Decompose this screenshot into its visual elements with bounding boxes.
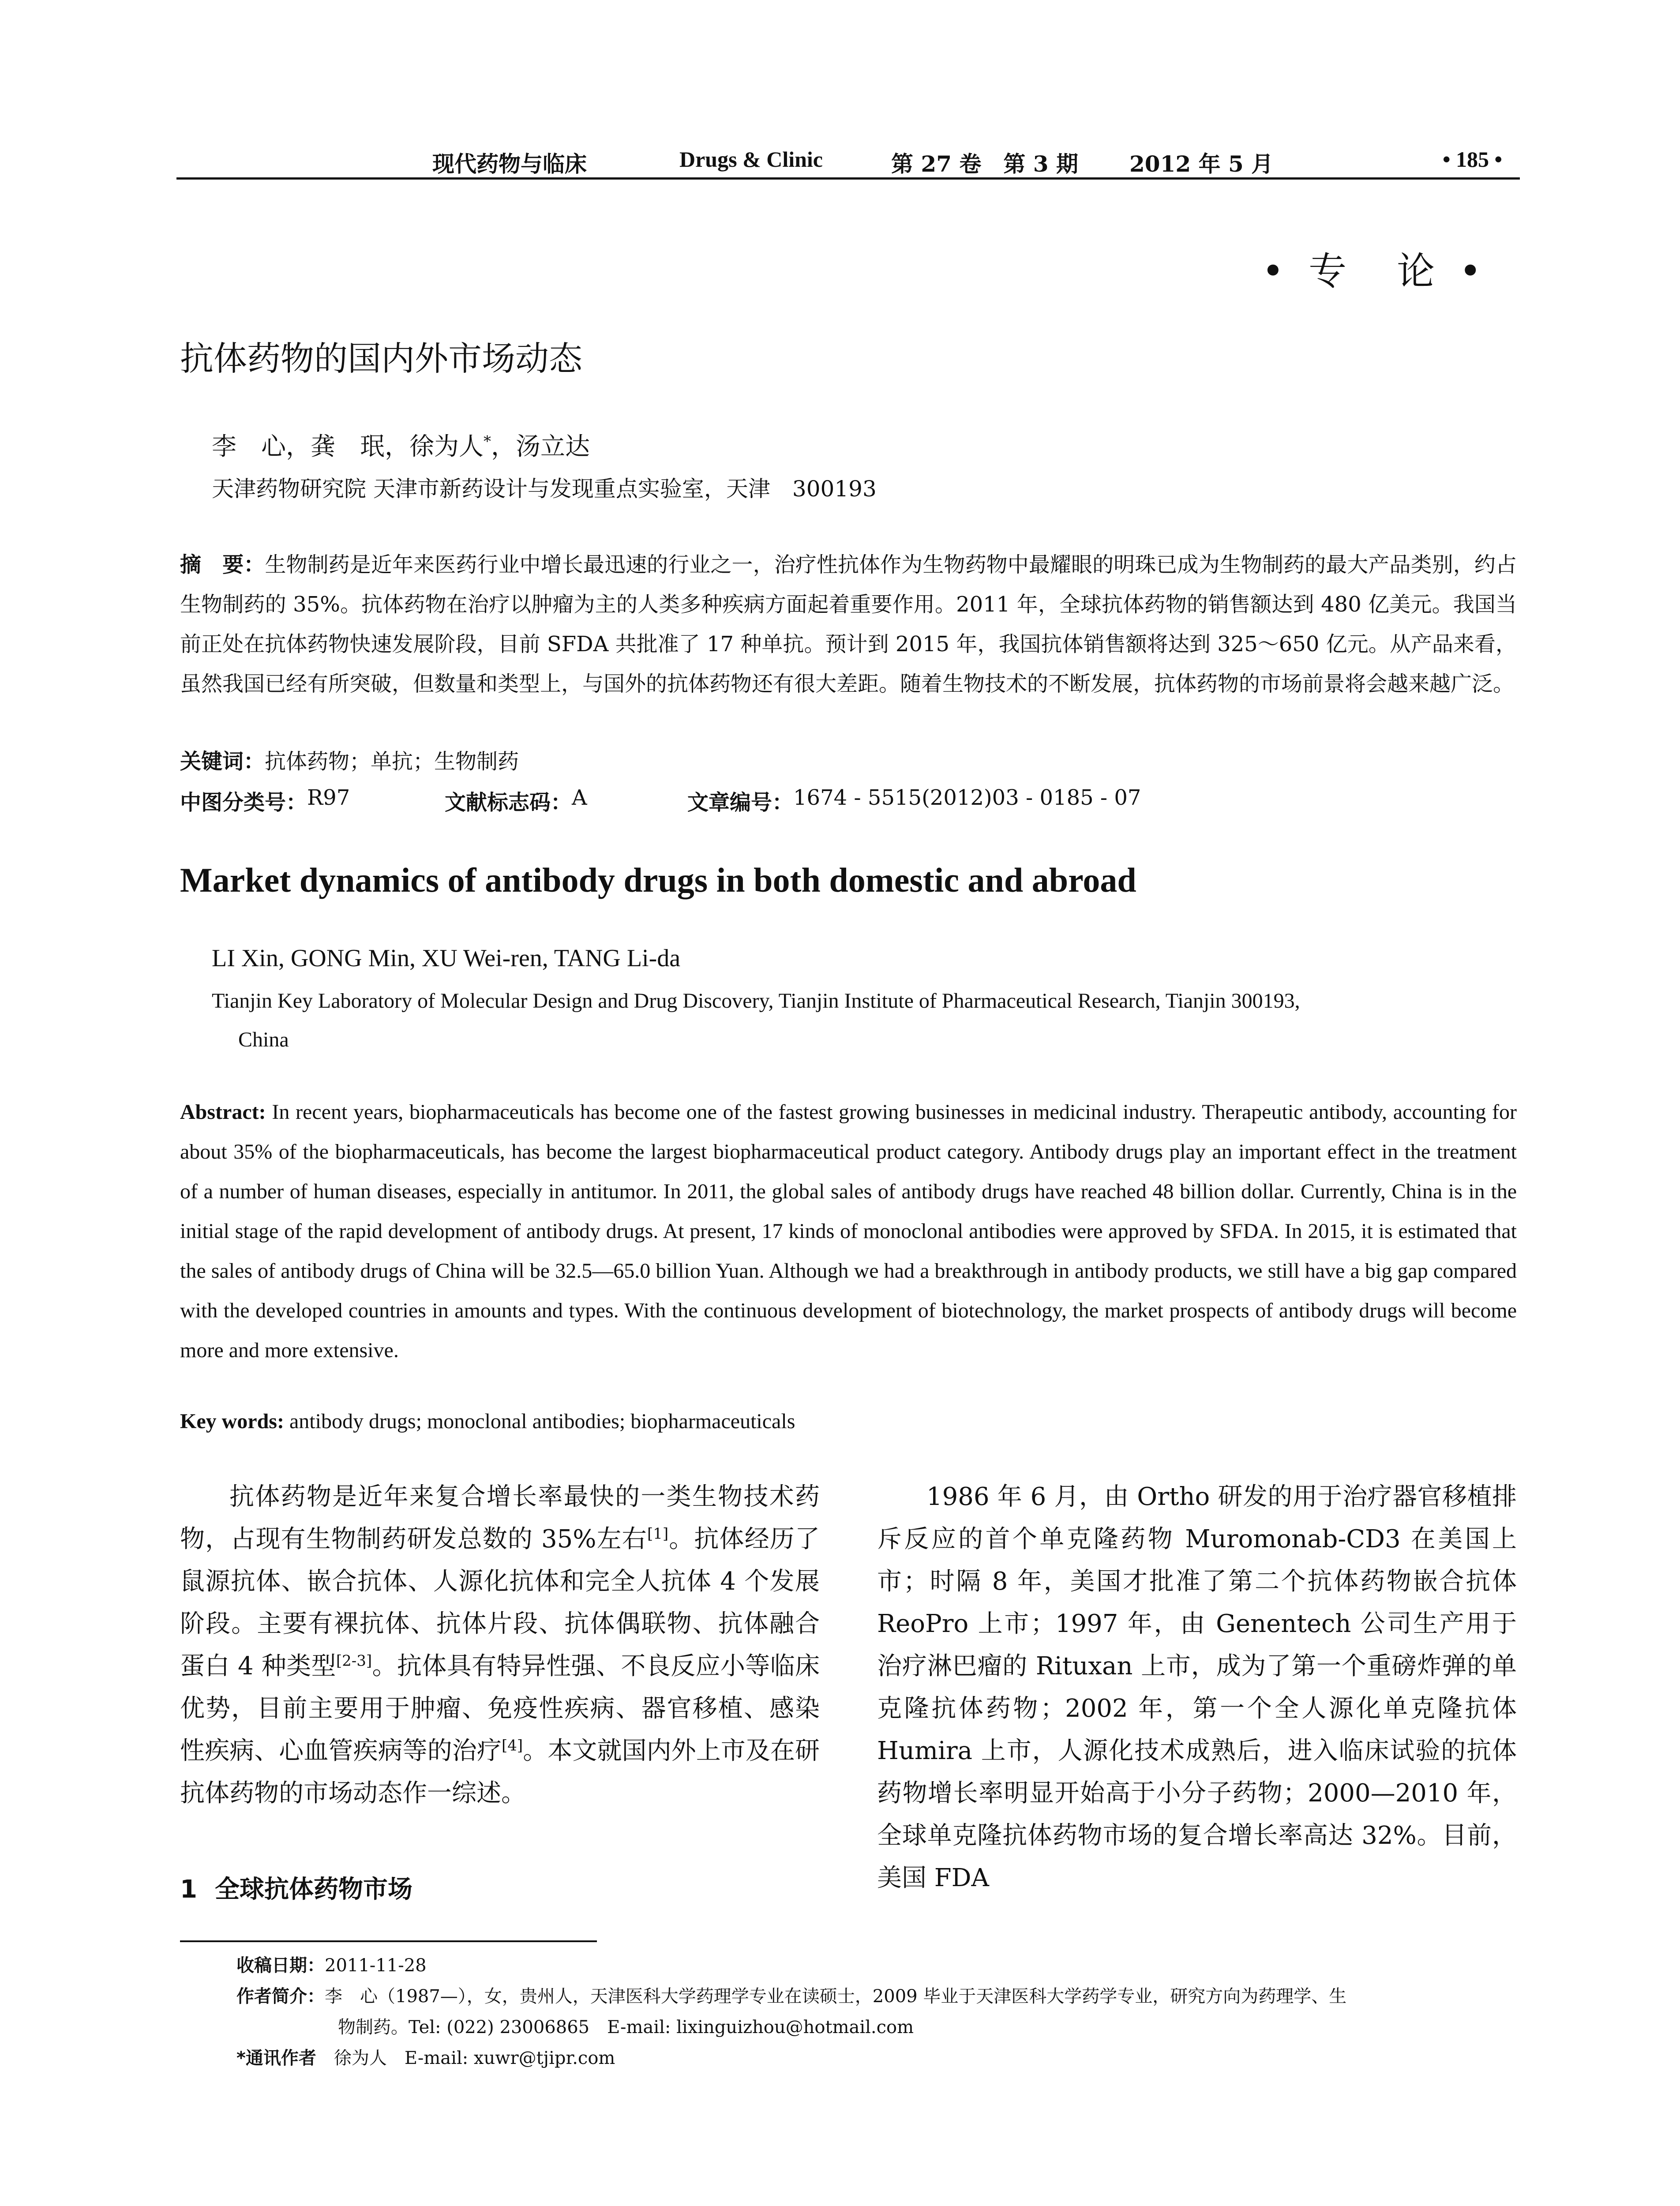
body-paragraph xyxy=(180,1476,820,1815)
footnote-corresponding xyxy=(236,2043,1516,2074)
cn-classification-line xyxy=(180,785,1517,821)
cn-class-value: R97 xyxy=(307,785,350,810)
cn-doc-code xyxy=(445,785,587,816)
author-bio-line2: 物制药。Tel: (022) 23006865 E-mail: lixinguizhou@hotmail.com xyxy=(338,2017,914,2037)
cn-doc-code-label: 文献标志码： xyxy=(445,790,572,815)
cn-article-no-value: 1674 - 5515(2012)03 - 0185 - 07 xyxy=(793,785,1141,810)
body-column-left xyxy=(180,1476,820,1815)
received-date: 2011-11-28 xyxy=(325,1955,427,1976)
body-text: 。本文就国内外上市及在研抗体药物的市场动态作一综述。 xyxy=(180,1737,820,1808)
en-authors: LI Xin, GONG Min, XU Wei-ren, TANG Li-da xyxy=(212,945,681,972)
cn-authors xyxy=(212,427,590,462)
cn-authors-main: 李 心，龚 珉，徐为人 xyxy=(212,432,484,461)
section-number: 1 xyxy=(180,1875,197,1904)
en-keywords-text: antibody drugs; monoclonal antibodies; biopharmaceuticals xyxy=(289,1410,795,1433)
volume-issue: 第 27 卷 第 3 期 xyxy=(891,151,1078,177)
corresponding-label: *通讯作者 xyxy=(236,2048,316,2068)
en-keywords-label: Key words: xyxy=(180,1410,284,1433)
cn-keywords-label: 关键词： xyxy=(180,749,265,774)
en-affiliation-line1: Tianjin Key Laboratory of Molecular Design and Drug Discovery, Tianjin Institute of Pharmaceutical Research, Tianjin 300193, xyxy=(212,989,1300,1013)
section-tag: • 专 论 • xyxy=(1262,249,1488,293)
journal-title-en: Drugs & Clinic xyxy=(679,147,823,172)
footnote-received xyxy=(236,1950,1516,1981)
cn-abstract-text: 生物制药是近年来医药行业中增长最迅速的行业之一，治疗性抗体作为生物药物中最耀眼的明珠已成为生物制药的最大产品类别，约占生物制药的 35%。抗体药物在治疗以肿瘤为主的人类多种疾病方面起着重要作用。2011 年，全球抗体药物的销售额达到 480 亿美元。我国当前正处在抗体药物快速发展阶段，目前 SFDA 共批准了 17 种单抗。预计到 2015 年，我国抗体销售额将达到 325～650 亿元。从产品来看，虽然我国已经有所突破，但数量和类型上，与国外的抗体药物还有很大差距。随着生物技术的不断发展，抗体药物的市场前景将会越来越广泛。 xyxy=(180,552,1517,696)
footnote-author-bio xyxy=(236,1981,1516,2012)
page-number: • 185 • xyxy=(1443,147,1503,172)
en-abstract xyxy=(180,1092,1517,1370)
corresponding-mark: * xyxy=(484,432,491,450)
cn-article-number xyxy=(687,785,1141,816)
cn-doc-code-value: A xyxy=(572,785,587,810)
cn-affiliation: 天津药物研究院 天津市新药设计与发现重点实验室，天津 300193 xyxy=(212,476,877,502)
cn-keywords xyxy=(180,744,519,775)
cn-abstract-label: 摘 要： xyxy=(180,552,265,577)
en-keywords xyxy=(180,1409,795,1433)
en-affiliation xyxy=(212,982,1518,1059)
en-title: Market dynamics of antibody drugs in both domestic and abroad xyxy=(180,861,1136,899)
cn-class-number xyxy=(180,785,350,816)
body-text: 。抗体经历了鼠源抗体、嵌合抗体、人源化抗体和完全人抗体 4 个发展阶段。主要有裸抗体、抗体片段、抗体偶联物、抗体融合蛋白 4 种类型 xyxy=(180,1525,820,1681)
header-rule xyxy=(176,177,1520,180)
author-bio-line1: 李 心（1987—），女，贵州人，天津医科大学药理学专业在读硕士，2009 毕业于天津医科大学药学专业，研究方向为药理学、生 xyxy=(325,1986,1347,2007)
cn-abstract xyxy=(180,545,1517,704)
body-text: 。抗体具有特异性强、不良反应小等临床优势，目前主要用于肿瘤、免疫性疾病、器官移植、感染性疾病、心血管疾病等的治疗 xyxy=(180,1652,820,1765)
en-abstract-label: Abstract: xyxy=(180,1100,266,1124)
received-label: 收稿日期： xyxy=(236,1955,325,1976)
cn-class-label: 中图分类号： xyxy=(180,790,308,815)
en-affiliation-line2: China xyxy=(238,1028,289,1051)
cn-title: 抗体药物的国内外市场动态 xyxy=(180,339,582,378)
issue-date: 2012 年 5 月 xyxy=(1129,151,1274,177)
footnotes xyxy=(236,1950,1516,2074)
body-paragraph: 1986 年 6 月，由 Ortho 研发的用于治疗器官移植排斥反应的首个单克隆药物 Muromonab-CD3 在美国上市；时隔 8 年，美国才批准了第二个抗体药物嵌合抗体 ReoPro 上市；1997 年，由 Genentech 公司生产用于治疗淋巴瘤的 Rituxan 上市，成为了第一个重磅炸弹的单克隆抗体药物；2002 年，第一个全人源化单克隆抗体 Humira 上市，人源化技术成熟后，进入临床试验的抗体药物增长率明显开始高于小分子药物；2000—2010 年，全球单克隆抗体药物市场的复合增长率高达 32%。目前，美国 FDA xyxy=(877,1482,1517,1892)
corresponding-text: 徐为人 E-mail: xuwr@tjipr.com xyxy=(334,2048,615,2068)
section-title: 全球抗体药物市场 xyxy=(214,1875,412,1904)
citation-ref[interactable]: [1] xyxy=(647,1525,669,1543)
en-abstract-text: In recent years, biopharmaceuticals has become one of the fastest growing businesses in medicinal industry. Therapeutic antibody, accounting for about 35% of the biopharmaceuticals, has become the largest biopharmaceutical product category. Antibody drugs play an important effect in the treatment of a number of human diseases, especially in antitumor. In 2011, the global sales of antibody drugs have reached 48 billion dollar. Currently, China is in the initial stage of the rapid development of antibody drugs. At present, 17 kinds of monoclonal antibodies were approved by SFDA. In 2015, it is estimated that the sales of antibody drugs of China will be 32.5—65.0 billion Yuan. Although we had a breakthrough in antibody products, we still have a big gap compared with the developed countries in amounts and types. With the continuous development of biotechnology, the market prospects of antibody drugs will become more and more extensive. xyxy=(180,1100,1517,1362)
citation-ref[interactable]: [2-3] xyxy=(336,1652,372,1670)
cn-article-no-label: 文章编号： xyxy=(687,790,794,815)
footnote-rule xyxy=(180,1940,597,1942)
cn-authors-rest: ，汤立达 xyxy=(491,432,590,461)
citation-ref[interactable]: [4] xyxy=(501,1737,523,1755)
journal-title-cn: 现代药物与临床 xyxy=(432,151,587,177)
body-text: 抗体药物是近年来复合增长率最快的一类生物技术药物，占现有生物制药研发总数的 35%左右 xyxy=(180,1482,820,1553)
running-header xyxy=(176,142,1520,177)
body-column-right xyxy=(877,1476,1517,1899)
section-heading xyxy=(180,1870,412,1905)
author-bio-label: 作者简介： xyxy=(236,1986,325,2007)
cn-keywords-text: 抗体药物；单抗；生物制药 xyxy=(265,749,519,774)
